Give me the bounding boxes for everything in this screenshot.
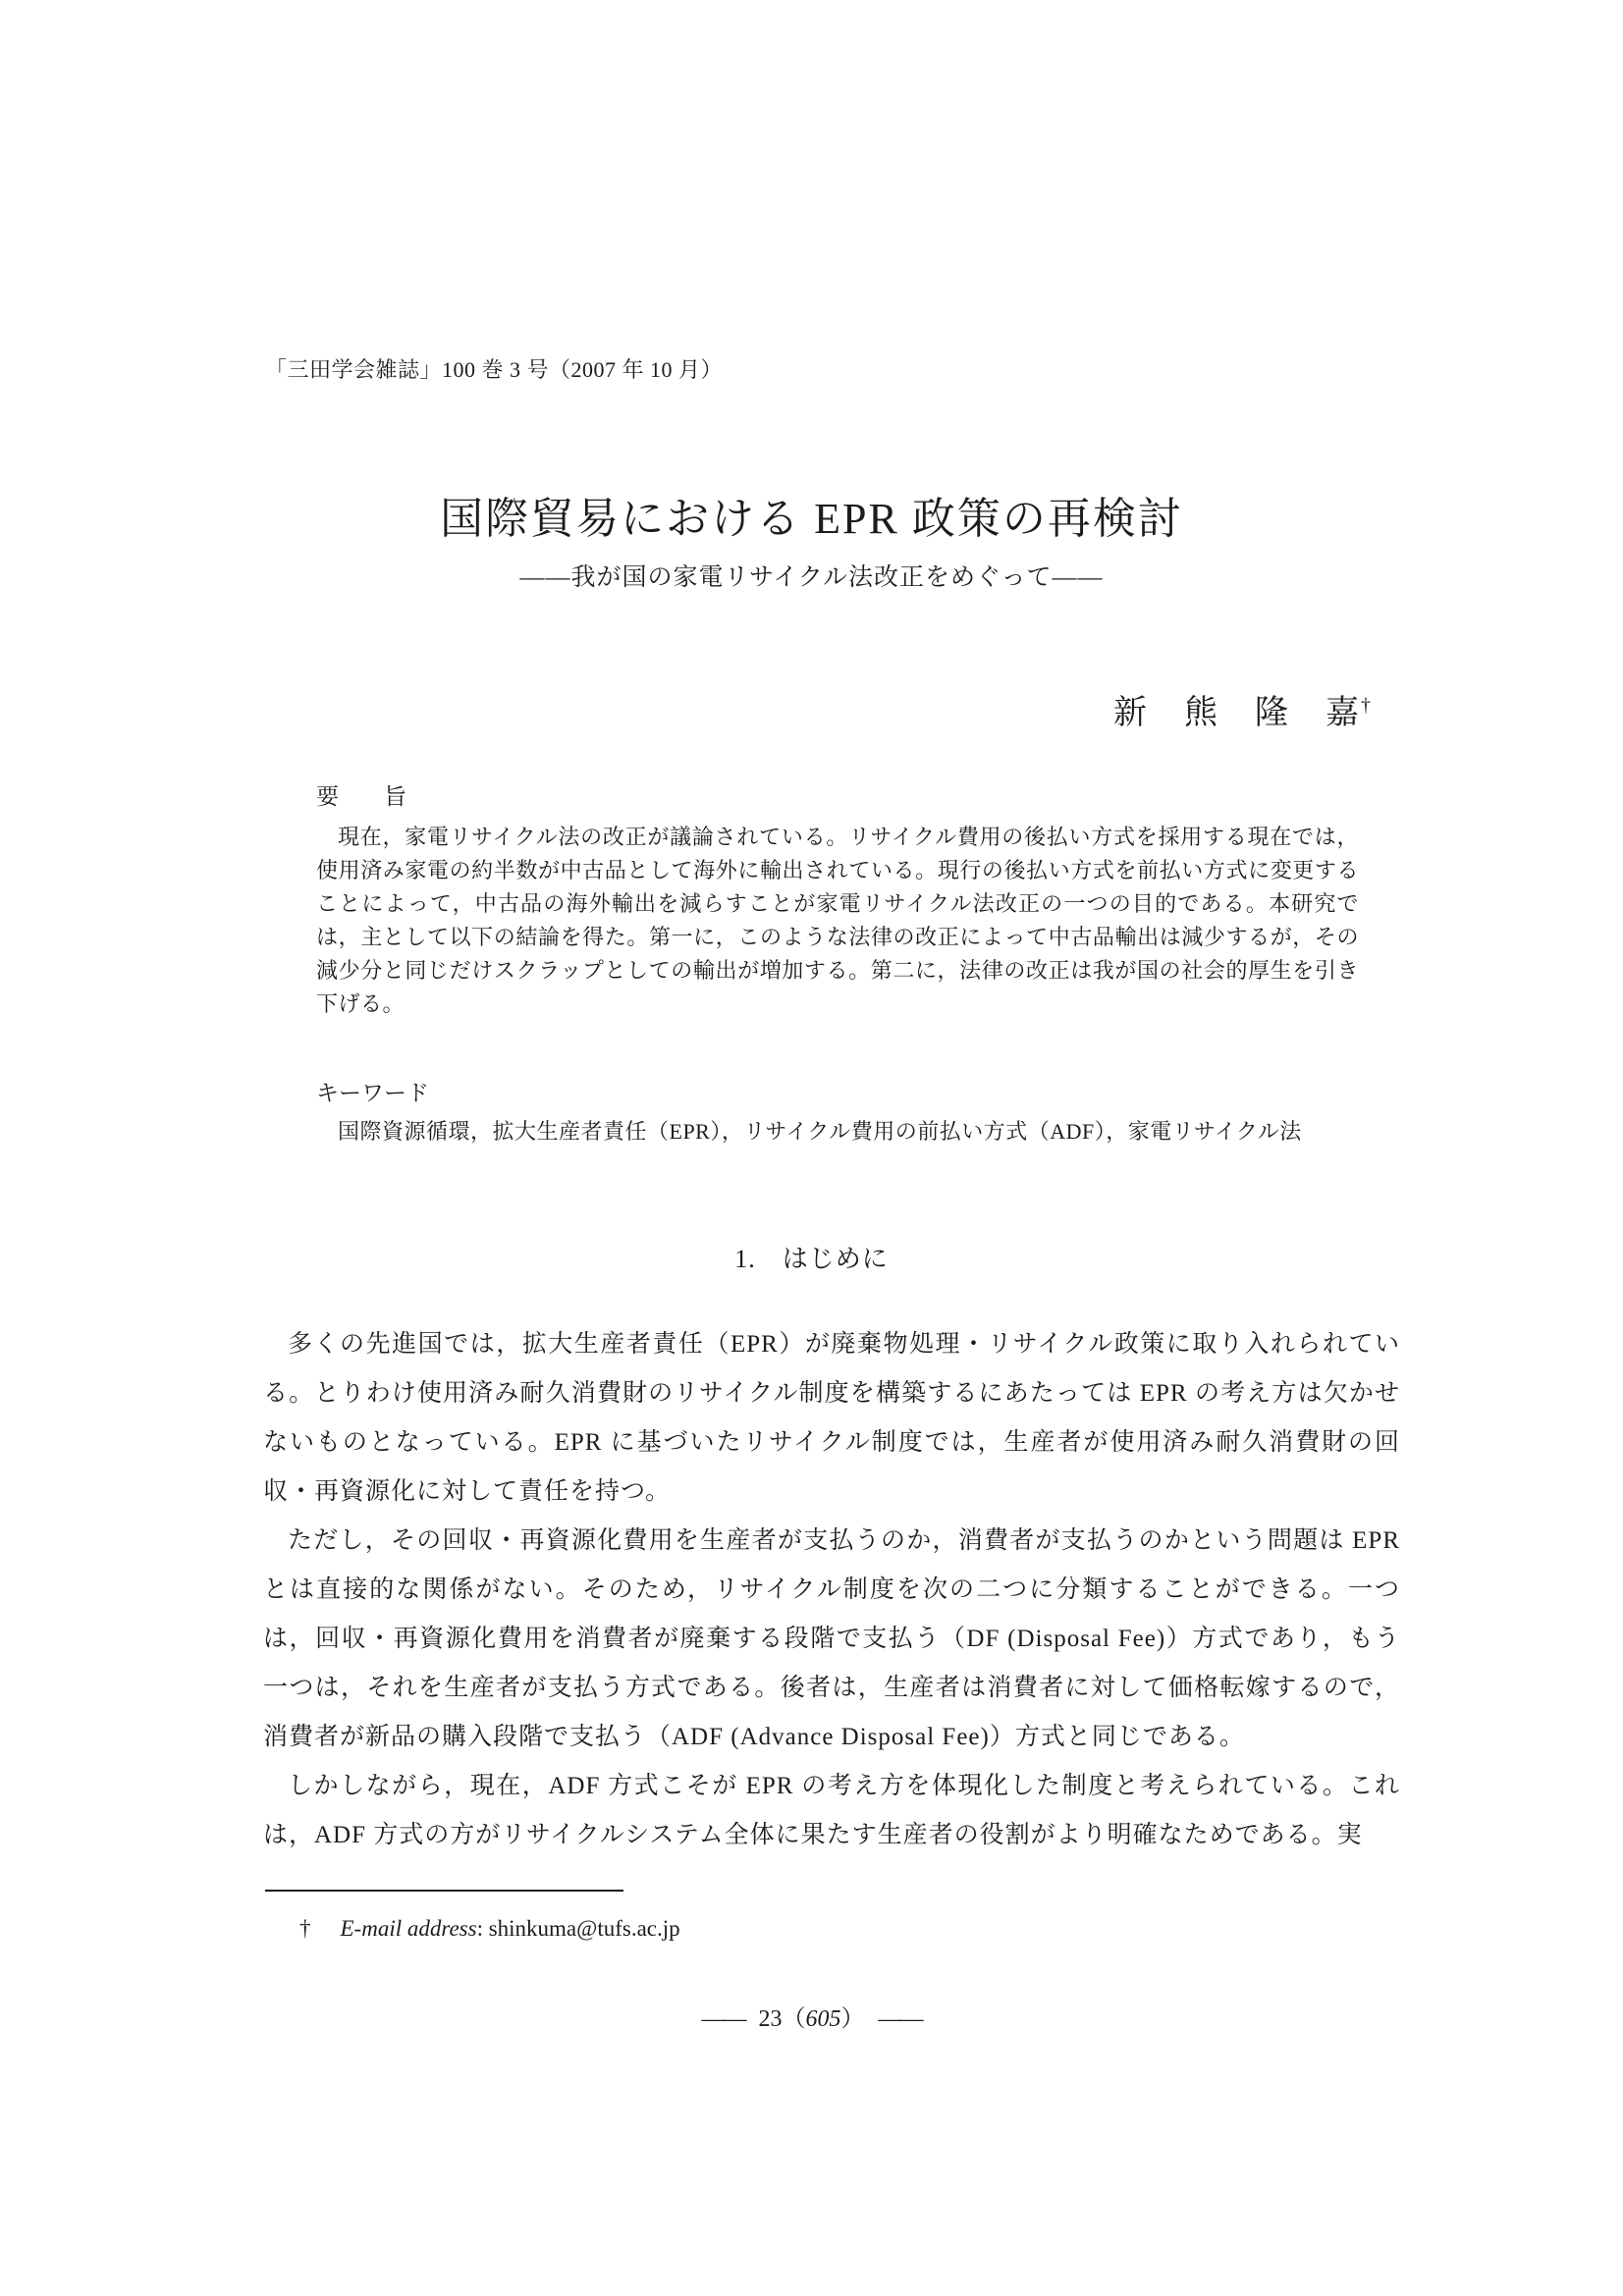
paragraph: 多くの先進国では，拡大生産者責任（EPR）が廃棄物処理・リサイクル政策に取り入れられている。とりわけ使用済み耐久消費財のリサイクル制度を構築するにあたっては EPR の考え方は欠かせないものとなっている。EPR に基づいたリサイクル制度では，生産者が使用済み耐久消費財の回収・再資源化に対して責任を持つ。 xyxy=(263,1331,1400,1505)
keywords-text: 国際資源循環，拡大生産者責任（EPR），リサイクル費用の前払い方式（ADF），家電リサイクル法 xyxy=(338,1119,1302,1144)
paragraph: しかしながら，現在，ADF 方式こそが EPR の考え方を体現化した制度と考えられている。これは，ADF 方式の方がリサイクルシステム全体に果たす生産者の役割がより明確なためである。実 xyxy=(263,1773,1400,1848)
paper-title: 国際貿易における EPR 政策の再検討 xyxy=(440,495,1183,543)
footnote-label: E-mail address xyxy=(340,1916,477,1941)
page-number-paren-close: ） xyxy=(840,2006,865,2032)
section-1-body xyxy=(263,1320,1400,1860)
footnote-email: shinkuma@tufs.ac.jp xyxy=(488,1916,680,1941)
keywords-section xyxy=(316,1075,1359,1148)
author-line xyxy=(1113,685,1373,733)
page-number: 23 xyxy=(758,2006,783,2032)
journal-header: 「三田学会雑誌」100 巻 3 号（2007 年 10 月） xyxy=(265,357,724,382)
abstract-text: 現在，家電リサイクル法の改正が議論されている。リサイクル費用の後払い方式を採用する現在では，使用済み家電の約半数が中古品として海外に輸出されている。現行の後払い方式を前払い方式に変更することによって，中古品の海外輸出を減らすことが家電リサイクル法改正の一つの目的である。本研究では，主として以下の結論を得た。第一に，このような法律の改正によって中古品輸出は減少するが，その減少分と同じだけスクラップとしての輸出が増加する。第二に，法律の改正は我が国の社会的厚生を引き下げる。 xyxy=(316,825,1359,1016)
page-number-alt: 605 xyxy=(805,2006,841,2032)
paragraph: ただし，その回収・再資源化費用を生産者が支払うのか，消費者が支払うのかという問題は EPR とは直接的な関係がない。そのため，リサイクル制度を次の二つに分類することができる。一つは，回収・再資源化費用を消費者が廃棄する段階で支払う（DF (Disposal Fee)）方式であり，もう一つは，それを生産者が支払う方式である。後者は，生産者は消費者に対して価格転嫁するので，消費者が新品の購入段階で支払う（ADF (Advance Disposal Fee)）方式と同じである。 xyxy=(263,1527,1400,1750)
footnote xyxy=(299,1916,680,1942)
author-name: 新 熊 隆 嘉 xyxy=(1113,695,1361,731)
footnote-dagger-mark: † xyxy=(299,1916,311,1941)
abstract-section xyxy=(316,778,1359,1021)
footnote-divider xyxy=(265,1890,623,1892)
paper-subtitle: ――我が国の家電リサイクル法改正をめぐって―― xyxy=(519,564,1104,591)
keywords-heading: キーワード xyxy=(316,1081,429,1105)
page-number-paren-open: （ xyxy=(782,2006,806,2032)
abstract-heading: 要 旨 xyxy=(316,784,406,809)
section-1-heading: 1. はじめに xyxy=(734,1245,889,1273)
footnote-separator: : xyxy=(476,1916,489,1941)
footer-left-rule: —— xyxy=(701,2006,745,2032)
page-number-line xyxy=(0,1999,1623,2033)
author-dagger-mark: † xyxy=(1361,694,1373,717)
footer-right-rule: —— xyxy=(878,2006,922,2032)
